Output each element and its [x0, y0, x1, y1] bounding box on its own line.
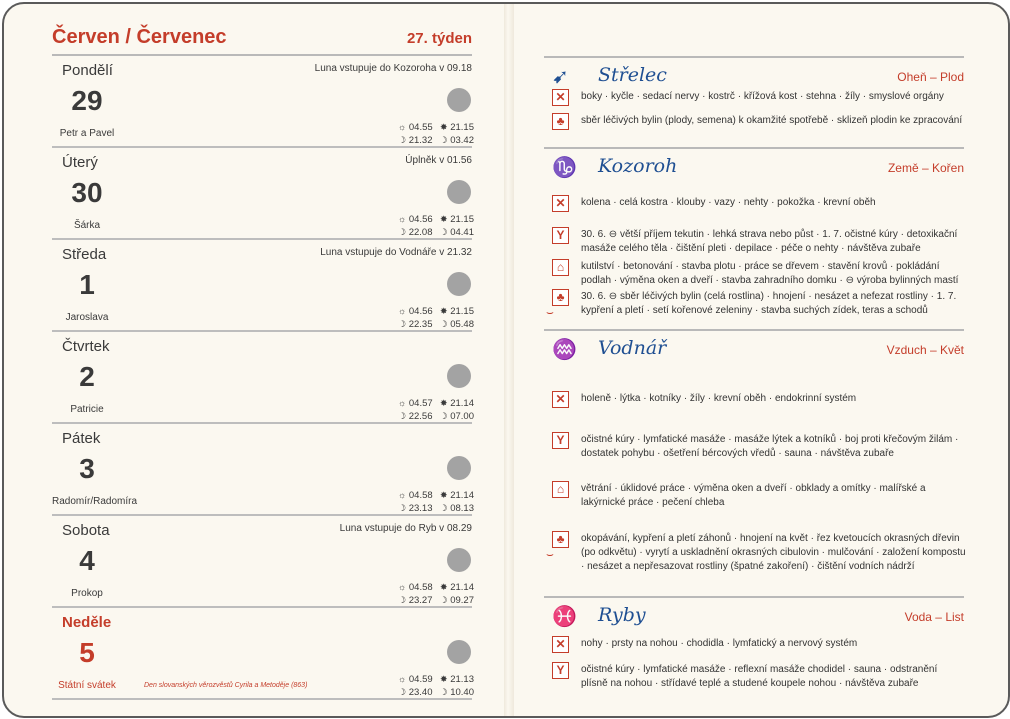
moonrise-icon: ☽	[398, 503, 407, 513]
activity-text: očistné kúry · lymfatické masáže · masáže lýtek a kotníků · boj proti křečovým žilám · dostatek pohybu · ošetření bércových vředů · sauna · návštěva zubaře	[581, 434, 959, 459]
day-number: 29	[71, 85, 103, 116]
moonset-icon: ☽	[439, 227, 448, 237]
moon-phase-icon	[447, 548, 471, 572]
sunrise-time: 04.56	[408, 306, 433, 317]
goat-icon: ♑	[552, 157, 577, 179]
section-divider	[544, 596, 964, 598]
sunset-icon: ✸	[440, 214, 448, 224]
moonset-time: 09.27	[450, 595, 474, 606]
moonset-icon: ☽	[439, 411, 448, 421]
sunset-icon: ✸	[440, 490, 448, 500]
activity-text: sběr léčivých bylin (plody, semena) k okamžité spotřebě · sklizeň plodin ke zpracování	[581, 115, 963, 126]
moonrise-icon: ☽	[398, 411, 407, 421]
day-name: Úterý	[62, 154, 98, 171]
sign-element: Vzduch – Květ	[886, 343, 964, 357]
moonset-time: 05.48	[450, 319, 474, 330]
body-icon: ✕	[552, 89, 569, 106]
sun-moon-times	[398, 305, 474, 331]
sunset-icon: ✸	[440, 306, 448, 316]
sunset-time: 21.15	[450, 306, 474, 317]
cosmetics-icon: Y	[552, 227, 569, 244]
moonset-time: 10.40	[450, 687, 474, 698]
sunset-time: 21.13	[450, 674, 474, 685]
sunrise-icon: ☼	[398, 490, 407, 500]
sunset-icon: ✸	[440, 674, 448, 684]
moon-phase-icon	[447, 272, 471, 296]
nameday: Petr a Pavel	[59, 128, 115, 139]
sign-name: Ryby	[598, 604, 646, 626]
sunrise-icon: ☼	[398, 398, 407, 408]
sign-element: Oheň – Plod	[897, 70, 964, 84]
section-divider	[544, 56, 964, 58]
section-divider	[544, 147, 964, 149]
sun-moon-times	[398, 121, 474, 147]
sunrise-icon: ☼	[398, 122, 407, 132]
moonrise-icon: ☽	[398, 687, 407, 697]
day-number: 4	[79, 545, 95, 576]
moonrise-icon: ☽	[398, 595, 407, 605]
moon-phase-icon	[447, 364, 471, 388]
moonset-time: 04.41	[450, 227, 474, 238]
day-number: 2	[79, 361, 95, 392]
moonset-icon: ☽	[439, 135, 448, 145]
day-number: 3	[79, 453, 95, 484]
sunrise-icon: ☼	[398, 674, 407, 684]
sun-moon-times	[398, 673, 474, 699]
sun-moon-times	[398, 581, 474, 607]
sun-moon-times	[398, 397, 474, 423]
activity-text: holeně · lýtka · kotníky · žíly · krevní oběh · endokrinní systém	[581, 393, 857, 404]
sunset-time: 21.15	[450, 122, 474, 133]
activity-text: kutilství · betonování · stavba plotu · práce se dřevem · stavění krovů · pokládání podlah · výměna oken a dveří · stavba zahradního domku · ⊖ výroba bylinných mastí	[581, 261, 959, 286]
plant-icon: ♣	[552, 531, 569, 548]
sign-name: Střelec	[598, 64, 667, 86]
nameday: Státní svátek	[58, 680, 116, 691]
day-note: Úplněk v 01.56	[405, 155, 472, 166]
moon-arc-icon: ⌣	[546, 305, 554, 319]
plant-icon: ♣	[552, 289, 569, 306]
day-number: 30	[71, 177, 103, 208]
moonset-icon: ☽	[439, 503, 448, 513]
section-divider	[544, 329, 964, 331]
body-icon: ✕	[552, 636, 569, 653]
sunset-icon: ✸	[440, 122, 448, 132]
right-page	[514, 4, 1008, 716]
moonrise-time: 23.13	[408, 503, 433, 514]
nameday: Patricie	[70, 404, 104, 415]
plant-icon: ♣	[552, 113, 569, 130]
archer-icon: ➹	[552, 66, 569, 88]
moonrise-time: 23.40	[408, 687, 433, 698]
day-number: 1	[79, 269, 95, 300]
day-note: Luna vstupuje do Ryb v 08.29	[339, 523, 472, 534]
sun-moon-times	[398, 489, 474, 515]
sunrise-time: 04.58	[408, 490, 433, 501]
day-entry	[52, 148, 472, 240]
moonrise-time: 21.32	[408, 135, 433, 146]
planner-spread	[2, 2, 1010, 718]
moonset-icon: ☽	[439, 319, 448, 329]
sign-name: Kozoroh	[598, 155, 678, 177]
day-name: Pondělí	[62, 62, 113, 79]
moonrise-time: 23.27	[408, 595, 433, 606]
moon-phase-icon	[447, 180, 471, 204]
nameday: Jaroslava	[65, 312, 109, 323]
activity-text: okopávání, kypření a pletí záhonů · hnojení na květ · řez kvetoucích okrasných dřevin (po odkvětu) · vyrytí a uskladnění okrasných cibulovin · mulčování · založení kompostu · nesázet a nepřesazovat rostliny (špatné zakoření) · čištění vodních nádrží	[581, 533, 966, 572]
holiday-note: Den slovanských věrozvěstů Cyrila a Metoděje (863)	[144, 682, 308, 689]
day-name: Sobota	[62, 522, 110, 539]
moonset-icon: ☽	[439, 687, 448, 697]
day-note: Luna vstupuje do Kozoroha v 09.18	[314, 63, 472, 74]
sunrise-icon: ☼	[398, 306, 407, 316]
activity-text: nohy · prsty na nohou · chodidla · lymfatický a nervový systém	[581, 638, 858, 649]
sign-element: Země – Kořen	[887, 161, 964, 175]
sunrise-time: 04.55	[408, 122, 433, 133]
cosmetics-icon: Y	[552, 662, 569, 679]
fish-icon: ♓	[552, 606, 577, 628]
sunrise-time: 04.59	[408, 674, 433, 685]
moonrise-time: 22.08	[408, 227, 433, 238]
moonrise-icon: ☽	[398, 227, 407, 237]
sunset-icon: ✸	[440, 582, 448, 592]
day-entry	[52, 332, 472, 424]
activity-text: 30. 6. ⊖ sběr léčivých bylin (celá rostlina) · hnojení · nesázet a nefezat rostliny · 1. 7. kypření a pletí · setí kořenové zeleniny · stavba suchých zídek, teras a schodů	[581, 291, 957, 316]
sunset-time: 21.14	[450, 582, 474, 593]
day-entry	[52, 240, 472, 332]
sunset-time: 21.14	[450, 398, 474, 409]
moonset-icon: ☽	[439, 595, 448, 605]
sunset-time: 21.14	[450, 490, 474, 501]
moonrise-time: 22.35	[408, 319, 433, 330]
body-icon: ✕	[552, 391, 569, 408]
day-entry	[52, 56, 472, 148]
sunset-icon: ✸	[440, 398, 448, 408]
week-header	[52, 26, 472, 56]
book-spine	[504, 4, 514, 716]
activity-text: 30. 6. ⊖ větší příjem tekutin · lehká strava nebo půst · 1. 7. očistné kúry · detoxikační masáže celého těla · čištění pleti · depilace · péče o nehty · návštěva zubaře	[581, 229, 958, 254]
nameday: Šárka	[73, 220, 101, 231]
house-icon: ⌂	[552, 481, 569, 498]
nameday: Radomír/Radomíra	[52, 496, 138, 507]
day-name: Středa	[62, 246, 107, 263]
left-page	[4, 4, 504, 716]
sunrise-time: 04.58	[408, 582, 433, 593]
moon-phase-icon	[447, 88, 471, 112]
moonrise-icon: ☽	[398, 319, 407, 329]
day-entry	[52, 608, 472, 700]
sun-moon-times	[398, 213, 474, 239]
sign-name: Vodnář	[598, 337, 667, 359]
day-name: Čtvrtek	[62, 338, 110, 355]
cosmetics-icon: Y	[552, 432, 569, 449]
activity-text: větrání · úklidové práce · výměna oken a dveří · obklady a omítky · malířské a lakýrnické práce · pečení chleba	[581, 483, 926, 508]
body-icon: ✕	[552, 195, 569, 212]
water-bearer-icon: ♒	[552, 339, 577, 361]
month-title: Červen / Červenec	[52, 26, 227, 48]
moonrise-icon: ☽	[398, 135, 407, 145]
moonrise-time: 22.56	[408, 411, 433, 422]
sign-element: Voda – List	[904, 610, 964, 624]
day-name: Neděle	[62, 614, 112, 631]
house-icon: ⌂	[552, 259, 569, 276]
sunrise-icon: ☼	[398, 582, 407, 592]
day-entry	[52, 516, 472, 608]
day-name: Pátek	[62, 430, 101, 447]
week-number: 27. týden	[406, 30, 472, 47]
moon-arc-icon: ⌣	[546, 547, 554, 561]
moonset-time: 07.00	[450, 411, 474, 422]
sunrise-icon: ☼	[398, 214, 407, 224]
moon-phase-icon	[447, 640, 471, 664]
sunrise-time: 04.57	[408, 398, 433, 409]
nameday: Prokop	[71, 588, 103, 599]
activity-text: kolena · celá kostra · klouby · vazy · nehty · pokožka · krevní oběh	[581, 197, 876, 208]
sunrise-time: 04.56	[408, 214, 433, 225]
moonset-time: 08.13	[450, 503, 474, 514]
activity-text: boky · kyčle · sedací nervy · kostrč · křížová kost · stehna · žíly · smyslové orgány	[581, 91, 944, 102]
day-note: Luna vstupuje do Vodnáře v 21.32	[320, 247, 472, 258]
activity-text: očistné kúry · lymfatické masáže · reflexní masáže chodidel · sauna · odstranění plísně na nohou · střídavé teplé a studené koupele nohou · návštěva zubaře	[581, 664, 938, 689]
moon-phase-icon	[447, 456, 471, 480]
day-entry	[52, 424, 472, 516]
sunset-time: 21.15	[450, 214, 474, 225]
day-number: 5	[79, 637, 95, 668]
moonset-time: 03.42	[450, 135, 474, 146]
